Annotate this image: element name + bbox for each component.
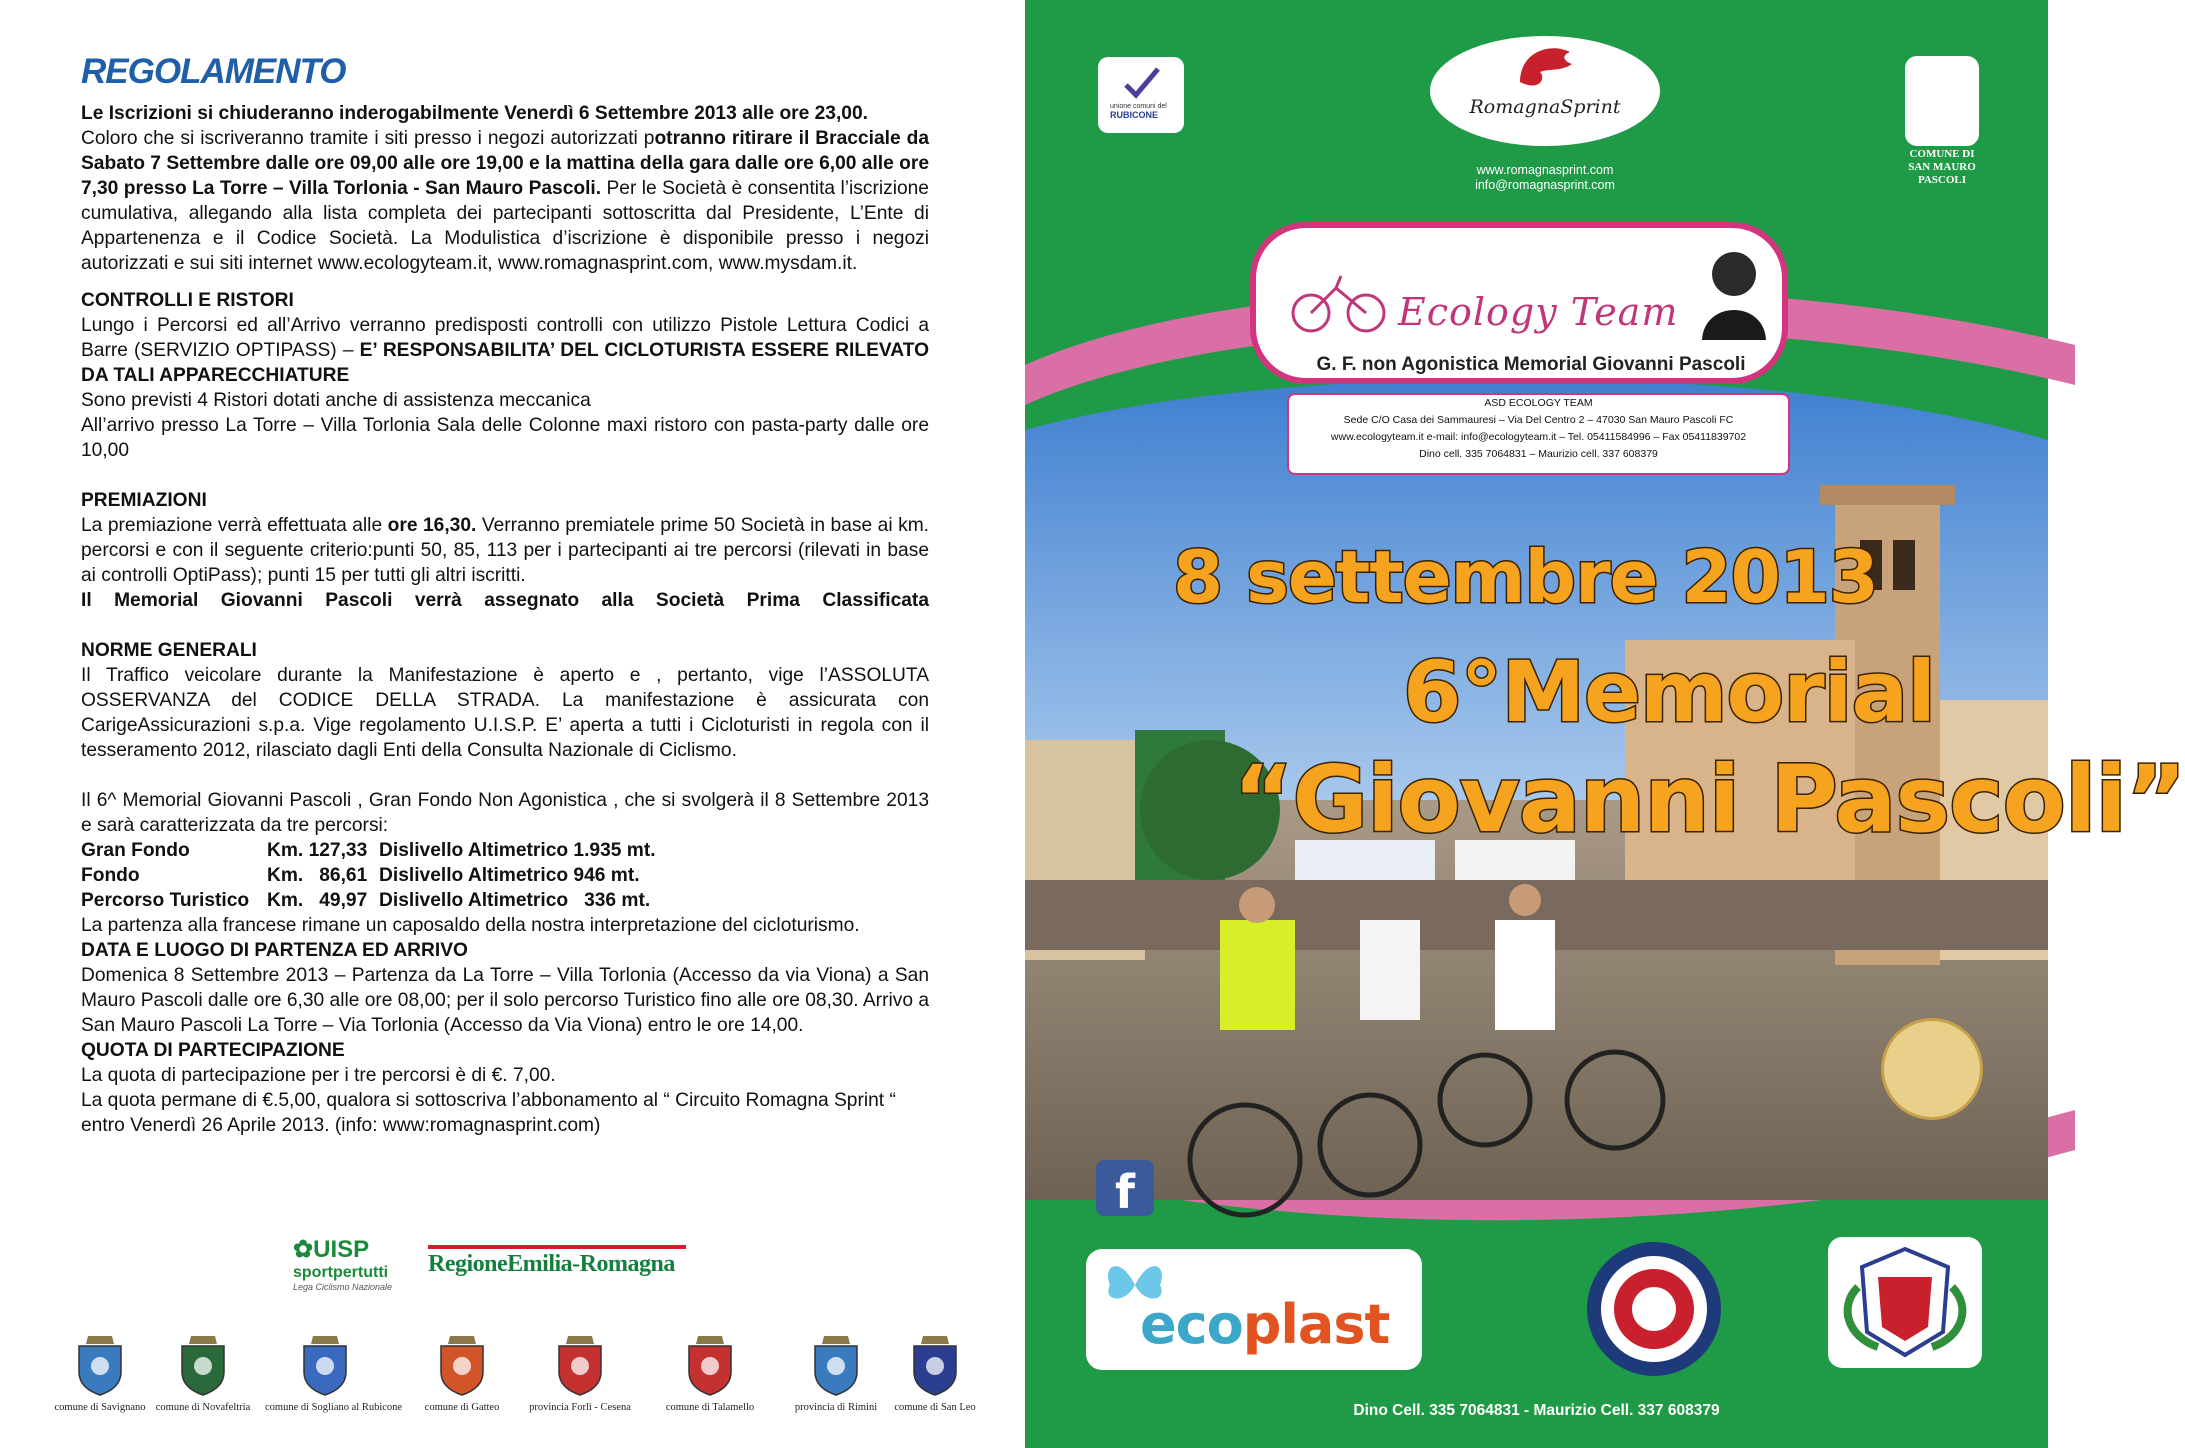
coat-caption: comune di Sogliano al Rubicone bbox=[265, 1402, 403, 1413]
uisp-icon: ✿ bbox=[293, 1236, 314, 1263]
coat-of-arms-icon bbox=[553, 1334, 607, 1396]
crest-icon bbox=[1828, 1237, 1982, 1368]
contact-footer: Dino Cell. 335 7064831 - Maurizio Cell. 337 608379 bbox=[1353, 1402, 1720, 1419]
coat-of-arms bbox=[875, 1334, 995, 1413]
percorso-row: Percorso Turistico Km. 49,97 Dislivello Altimetrico 336 mt. bbox=[81, 890, 651, 911]
coat-of-arms bbox=[520, 1334, 640, 1413]
heading-data-luogo: DATA E LUOGO DI PARTENZA ED ARRIVO bbox=[81, 940, 468, 961]
heading-quota: QUOTA DI PARTECIPAZIONE bbox=[81, 1040, 345, 1061]
premiazioni-paragraph: La premiazione verrà effettuata alle ore 16,30. Verranno premiatele prime 50 Società in base ai km. percorsi e con il seguente criterio:punti 50, 85, 113 per i partecipanti ai tre percorsi (rilevati in base ai controlli OptiPass); punti 15 per tutti gli altri iscritti. bbox=[81, 515, 930, 586]
iscrizioni-lead: Le Iscrizioni si chiuderanno inderogabilmente Venerdì 6 Settembre 2013 alle ore 23,00. bbox=[81, 103, 868, 124]
memorial-title: 6°Memorial bbox=[1403, 643, 1935, 741]
quota-abbonamento: La quota permane di €.5,00, qualora si sottoscriva l’abbonamento al “ Circuito Romagna Sprint “ entro Venerdì 26 Aprile 2013. (info: www:romagnasprint.com) bbox=[81, 1090, 896, 1136]
formaggio-badge bbox=[1881, 1018, 1983, 1120]
iscrizioni-paragraph: Coloro che si iscriveranno tramite i siti presso i negozi autorizzati potranno ritirare il Bracciale da Sabato 7 Settembre dalle ore 09,00 alle ore 19,00 e la mattina della gara dalle ore 6,00 alle ore 7,30 presso La Torre – Villa Torlonia - San Mauro Pascoli. Per le Società è consentita l’iscrizione cumulativa, allegando alla lista completa dei partecipanti sottoscritta dal Presidente, L’Ente di Appartenenza e il Codice Società. La Modulistica d’iscrizione è disponibile presso i negozi autorizzati e sui siti internet www.ecologyteam.it, www.romagnasprint.com, www.mysdam.it. bbox=[81, 128, 929, 274]
controlli-paragraph: Lungo i Percorsi ed all’Arrivo verranno predisposti controlli con utilizzo Pistole Lettura Codici a Barre (SERVIZIO OPTIPASS) – E’ RESPONSABILITA’ DEL CICLOTURISTA ESSERE RILEVATO DA TALI APPARECCHIATURE bbox=[81, 315, 929, 386]
coat-of-arms-icon bbox=[73, 1334, 127, 1396]
coat-caption: comune di Savignano bbox=[54, 1402, 146, 1413]
rooster-icon bbox=[1510, 42, 1580, 98]
coat-of-arms-icon bbox=[809, 1334, 863, 1396]
cyclist-logo-icon bbox=[1286, 268, 1396, 338]
san-mauro-logo bbox=[1905, 56, 1979, 146]
regione-emilia-romagna-logo: RegioneEmilia-Romagna bbox=[428, 1245, 686, 1278]
heading-norme: NORME GENERALI bbox=[81, 640, 257, 661]
coat-of-arms-icon bbox=[683, 1334, 737, 1396]
uisp-logo: ✿UISP sportpertutti Lega Ciclismo Nazionale bbox=[293, 1236, 393, 1292]
heading-controlli: CONTROLLI E RISTORI bbox=[81, 290, 294, 311]
norme-paragraph: Il Traffico veicolare durante la Manifestazione è aperto e , pertanto, vige l’ASSOLUTA OSSERVANZA del CODICE DELLA STRADA. La manifestazione è assicurata con CarigeAssicurazioni s.p.a. Vige regolamento U.I.S.P. E’ aperta a tutti i Cicloturisti in regola con il tesseramento 2012, rilasciato dagli Enti della Consulta Nazionale di Ciclismo. bbox=[81, 665, 929, 761]
coat-caption: comune di Talamello bbox=[665, 1402, 755, 1413]
coat-caption: comune di Gatteo bbox=[424, 1402, 500, 1413]
romagnasprint-logo: RomagnaSprint bbox=[1430, 36, 1660, 146]
left-page bbox=[0, 0, 1025, 1448]
pascoli-portrait-icon bbox=[1694, 240, 1774, 340]
asd-contact-box: ASD ECOLOGY TEAM Sede C/O Casa dei Sammauresi – Via Del Centro 2 – 47030 San Mauro Pascoli FC www.ecologyteam.it e-mail: info@ecologyteam.it – Tel. 05411584996 – Fax 05411839702 Dino cell. 335 7064831 – Maurizio cell. 337 608379 bbox=[1287, 393, 1790, 475]
ecoplast-logo: ecoplast bbox=[1086, 1249, 1422, 1370]
coat-of-arms bbox=[143, 1334, 263, 1413]
coat-caption: provincia di Rimini bbox=[794, 1402, 878, 1413]
unione-comuni-rubicone-logo: unione comuni del RUBICONE bbox=[1098, 57, 1184, 133]
rubicone-check-icon bbox=[1122, 65, 1162, 101]
norme-percorsi-intro: Il 6^ Memorial Giovanni Pascoli , Gran Fondo Non Agonistica , che si svolgerà il 8 Settembre 2013 e sarà caratterizzata da tre percorsi: bbox=[81, 790, 929, 836]
coat-caption: comune di Novafeltria bbox=[155, 1402, 251, 1413]
san-mauro-caption: COMUNE DI SAN MAURO PASCOLI bbox=[1908, 148, 1976, 186]
coat-of-arms-icon bbox=[176, 1334, 230, 1396]
premiazioni-memorial: Il Memorial Giovanni Pascoli verrà assegnato alla Società Prima Classificata bbox=[81, 590, 929, 611]
coat-caption: provincia Forlì - Cesena bbox=[529, 1402, 631, 1413]
percorso-row: Gran Fondo Km. 127,33 Dislivello Altimetrico 1.935 mt. bbox=[81, 840, 656, 861]
regulations-text bbox=[81, 101, 929, 1138]
carabinieri-seal bbox=[1590, 1245, 1718, 1373]
ecology-team-banner: Ecology Team G. F. non Agonistica Memorial Giovanni Pascoli bbox=[1250, 222, 1788, 384]
coat-of-arms-icon bbox=[435, 1334, 489, 1396]
uisp-2013-crest bbox=[1828, 1237, 1982, 1368]
quota-paragraph: La quota di partecipazione per i tre percorsi è di €. 7,00. bbox=[81, 1065, 556, 1086]
giovanni-pascoli-title: “Giovanni Pascoli” bbox=[1233, 746, 2185, 853]
heading-premiazioni: PREMIAZIONI bbox=[81, 490, 207, 511]
romagnasprint-urls: www.romagnasprint.com info@romagnasprint.com bbox=[1475, 163, 1615, 192]
coat-of-arms-icon bbox=[908, 1334, 962, 1396]
event-date-title: 8 settembre 2013 bbox=[1173, 535, 1878, 619]
coat-of-arms bbox=[265, 1334, 403, 1413]
controlli-ristori: Sono previsti 4 Ristori dotati anche di assistenza meccanica bbox=[81, 390, 591, 411]
coat-caption: comune di San Leo bbox=[894, 1402, 976, 1413]
coat-of-arms-icon bbox=[298, 1334, 352, 1396]
page-title: REGOLAMENTO bbox=[81, 52, 346, 91]
data-luogo-paragraph: Domenica 8 Settembre 2013 – Partenza da La Torre – Villa Torlonia (Accesso da via Viona) a San Mauro Pascoli dalle ore 6,30 alle ore 08,00; per il solo percorso Turistico fino alle ore 08,30. Arrivo a San Mauro Pascoli La Torre – Via Torlonia (Accesso da Via Viona) entro le ore 14,00. bbox=[81, 965, 929, 1036]
facebook-icon[interactable]: f bbox=[1096, 1160, 1154, 1216]
controlli-arrivo: All’arrivo presso La Torre – Villa Torlonia Sala delle Colonne maxi ristoro con pasta-party dalle ore 10,00 bbox=[81, 415, 929, 461]
coat-of-arms bbox=[650, 1334, 770, 1413]
partenza-note: La partenza alla francese rimane un caposaldo della nostra interpretazione del cicloturismo. bbox=[81, 915, 860, 936]
right-page bbox=[1025, 0, 2185, 1448]
coat-of-arms bbox=[40, 1334, 160, 1413]
percorso-row: Fondo Km. 86,61 Dislivello Altimetrico 946 mt. bbox=[81, 865, 640, 886]
coat-of-arms bbox=[402, 1334, 522, 1413]
